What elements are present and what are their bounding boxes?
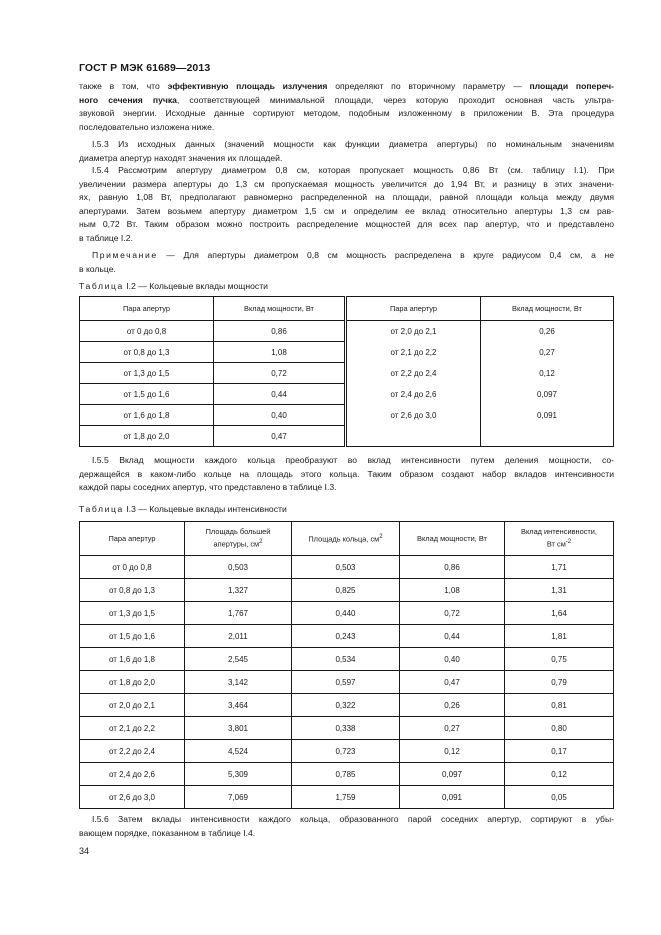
table-2-header-power: Вклад мощности, Вт <box>214 297 345 321</box>
table-row: от 1,6 до 1,8 0,40 <box>80 405 345 426</box>
note-line-2: в кольце. <box>79 263 116 274</box>
clause-154-line-1: I.5.4 Рассмотрим апертуру диаметром 0,8 см, которая пропускает мощность 0,86 Вт (см. таблицу I.1). При <box>92 165 614 175</box>
clause-154 <box>79 164 614 246</box>
clause-154-line-2: увеличении размера апертуры до 1,3 см пропускаемая мощность увеличится до 1,94 Вт, и разницу в этих значени- <box>79 178 614 189</box>
table-row: от 2,1 до 2,2 0,27 <box>347 342 614 363</box>
table-3-header-power: Вклад мощности, Вт <box>400 522 505 556</box>
note-line-1: Примечание — Для апертуры диаметром 0,8 см мощность распределена в круге радиусом 0,4 см, а не <box>92 250 614 260</box>
clause-156 <box>79 813 614 840</box>
clause-153-line-2: диаметра апертур находят значения их площадей. <box>79 152 283 163</box>
clause-154-line-4: апертурами. Затем возьмем апертуру диаметром 1,5 см и определим ее вклад относительно апертуры 1,3 см рав- <box>79 205 614 216</box>
clause-156-line-2: вающем порядке, показанном в таблице I.4. <box>79 827 256 838</box>
table-2-header-pair: Пара апертур <box>80 297 214 321</box>
intro-paragraph <box>79 80 614 134</box>
table-row: от 1,8 до 2,0 0,47 <box>80 426 345 447</box>
table-row: от 0,8 до 1,3 1,08 <box>80 342 345 363</box>
table-row: от 1,3 до 1,5 0,72 <box>80 363 345 384</box>
table-row: от 1,3 до 1,5 1,767 0,440 0,72 1,64 <box>80 602 614 625</box>
clause-155-line-1: I.5.5 Вклад мощности каждого кольца преобразуют во вклад интенсивности путем деления мощности, со- <box>92 455 614 465</box>
note <box>79 249 614 276</box>
clause-154-line-5: ным 0,72 Вт. Таким образом можно построить распределение мощностей для всех пар апертур, что и представлено <box>79 219 614 230</box>
table-row: от 2,6 до 3,0 7,069 1,759 0,091 0,05 <box>80 786 614 809</box>
clause-156-line-1: I.5.6 Затем вклады интенсивности каждого кольца, образованного парой соседних апертур, сортируют в убы- <box>92 814 614 824</box>
table-row: от 2,2 до 2,4 0,12 <box>347 363 614 384</box>
clause-155-line-2: держащейся в каком-либо кольце на площадь этого кольца. Таким образом создают набор вкладов интенсивности <box>79 468 614 479</box>
table-row: от 2,4 до 2,6 0,097 <box>347 384 614 405</box>
clause-155 <box>79 454 614 495</box>
table-2-header-power: Вклад мощности, Вт <box>481 297 614 321</box>
table-row: от 2,4 до 2,6 5,309 0,785 0,097 0,12 <box>80 763 614 786</box>
document-header: ГОСТ Р МЭК 61689—2013 <box>79 62 211 74</box>
table-2-right <box>346 296 614 447</box>
intro-line-3: звуковой энергии. Исходные данные сортируют методом, подобным изложенному в приложении В. Эта процедура <box>79 108 614 119</box>
table-row: от 1,5 до 1,6 0,44 <box>80 384 345 405</box>
intro-line-1: также в том, что эффективную площадь излучения определяют по вторичному параметру — площади попереч- <box>79 81 614 91</box>
table-3-header-intensity: Вклад интенсивности, Вт $см^{-2}$ <box>505 522 614 556</box>
table-row: от 2,0 до 2,1 3,464 0,322 0,26 0,81 <box>80 694 614 717</box>
clause-154-line-3: ях, равную 1,08 Вт, предполагают равномерно распределенной на площади, равной площади кольца между двумя <box>79 192 614 203</box>
table-row: от 2,6 до 3,0 0,091 <box>347 405 614 426</box>
table-3-caption: Таблица I.3 — Кольцевые вклады интенсивности <box>79 504 287 514</box>
table-row: от 1,8 до 2,0 3,142 0,597 0,47 0,79 <box>80 671 614 694</box>
clause-154-line-6: в таблице I.2. <box>79 232 133 243</box>
note-label: Примечание <box>92 250 158 260</box>
clause-153 <box>79 138 614 165</box>
table-row: от 2,0 до 2,1 0,26 <box>347 321 614 342</box>
page-number: 34 <box>79 846 90 856</box>
table-2-caption: Таблица I.2 — Кольцевые вклады мощности <box>79 281 268 291</box>
table-row: от 0,8 до 1,3 1,327 0,825 1,08 1,31 <box>80 579 614 602</box>
table-3-header-area: Площадь большей апертуры, $см^2$ <box>185 522 292 556</box>
table-3-header-ring: Площадь кольца, $см^2$ <box>292 522 400 556</box>
table-row: от 0 до 0,8 0,86 <box>80 321 345 342</box>
table-row: от 2,1 до 2,2 3,801 0,338 0,27 0,80 <box>80 717 614 740</box>
intro-line-2: ного сечения пучка, соответствующей минимальной площади, через которую проходит основная часть ультра- <box>79 94 614 105</box>
table-row: от 0 до 0,8 0,503 0,503 0,86 1,71 <box>80 556 614 579</box>
clause-153-line-1: I.5.3 Из исходных данных (значений мощности как функции диаметра апертуры) по номинальным значениям <box>92 139 614 149</box>
table-3 <box>79 521 614 809</box>
table-2-header-pair: Пара апертур <box>347 297 481 321</box>
table-2-left <box>79 296 345 447</box>
table-3-header-pair: Пара апертур <box>80 522 185 556</box>
table-row: от 2,2 до 2,4 4,524 0,723 0,12 0,17 <box>80 740 614 763</box>
clause-155-line-3: каждой пары соседних апертур, что представлено в таблице I.3. <box>79 482 337 493</box>
intro-line-4: последовательно изложена ниже. <box>79 121 215 132</box>
table-row-empty <box>347 426 614 447</box>
table-row: от 1,5 до 1,6 2,011 0,243 0,44 1,81 <box>80 625 614 648</box>
table-row: от 1,6 до 1,8 2,545 0,534 0,40 0,75 <box>80 648 614 671</box>
